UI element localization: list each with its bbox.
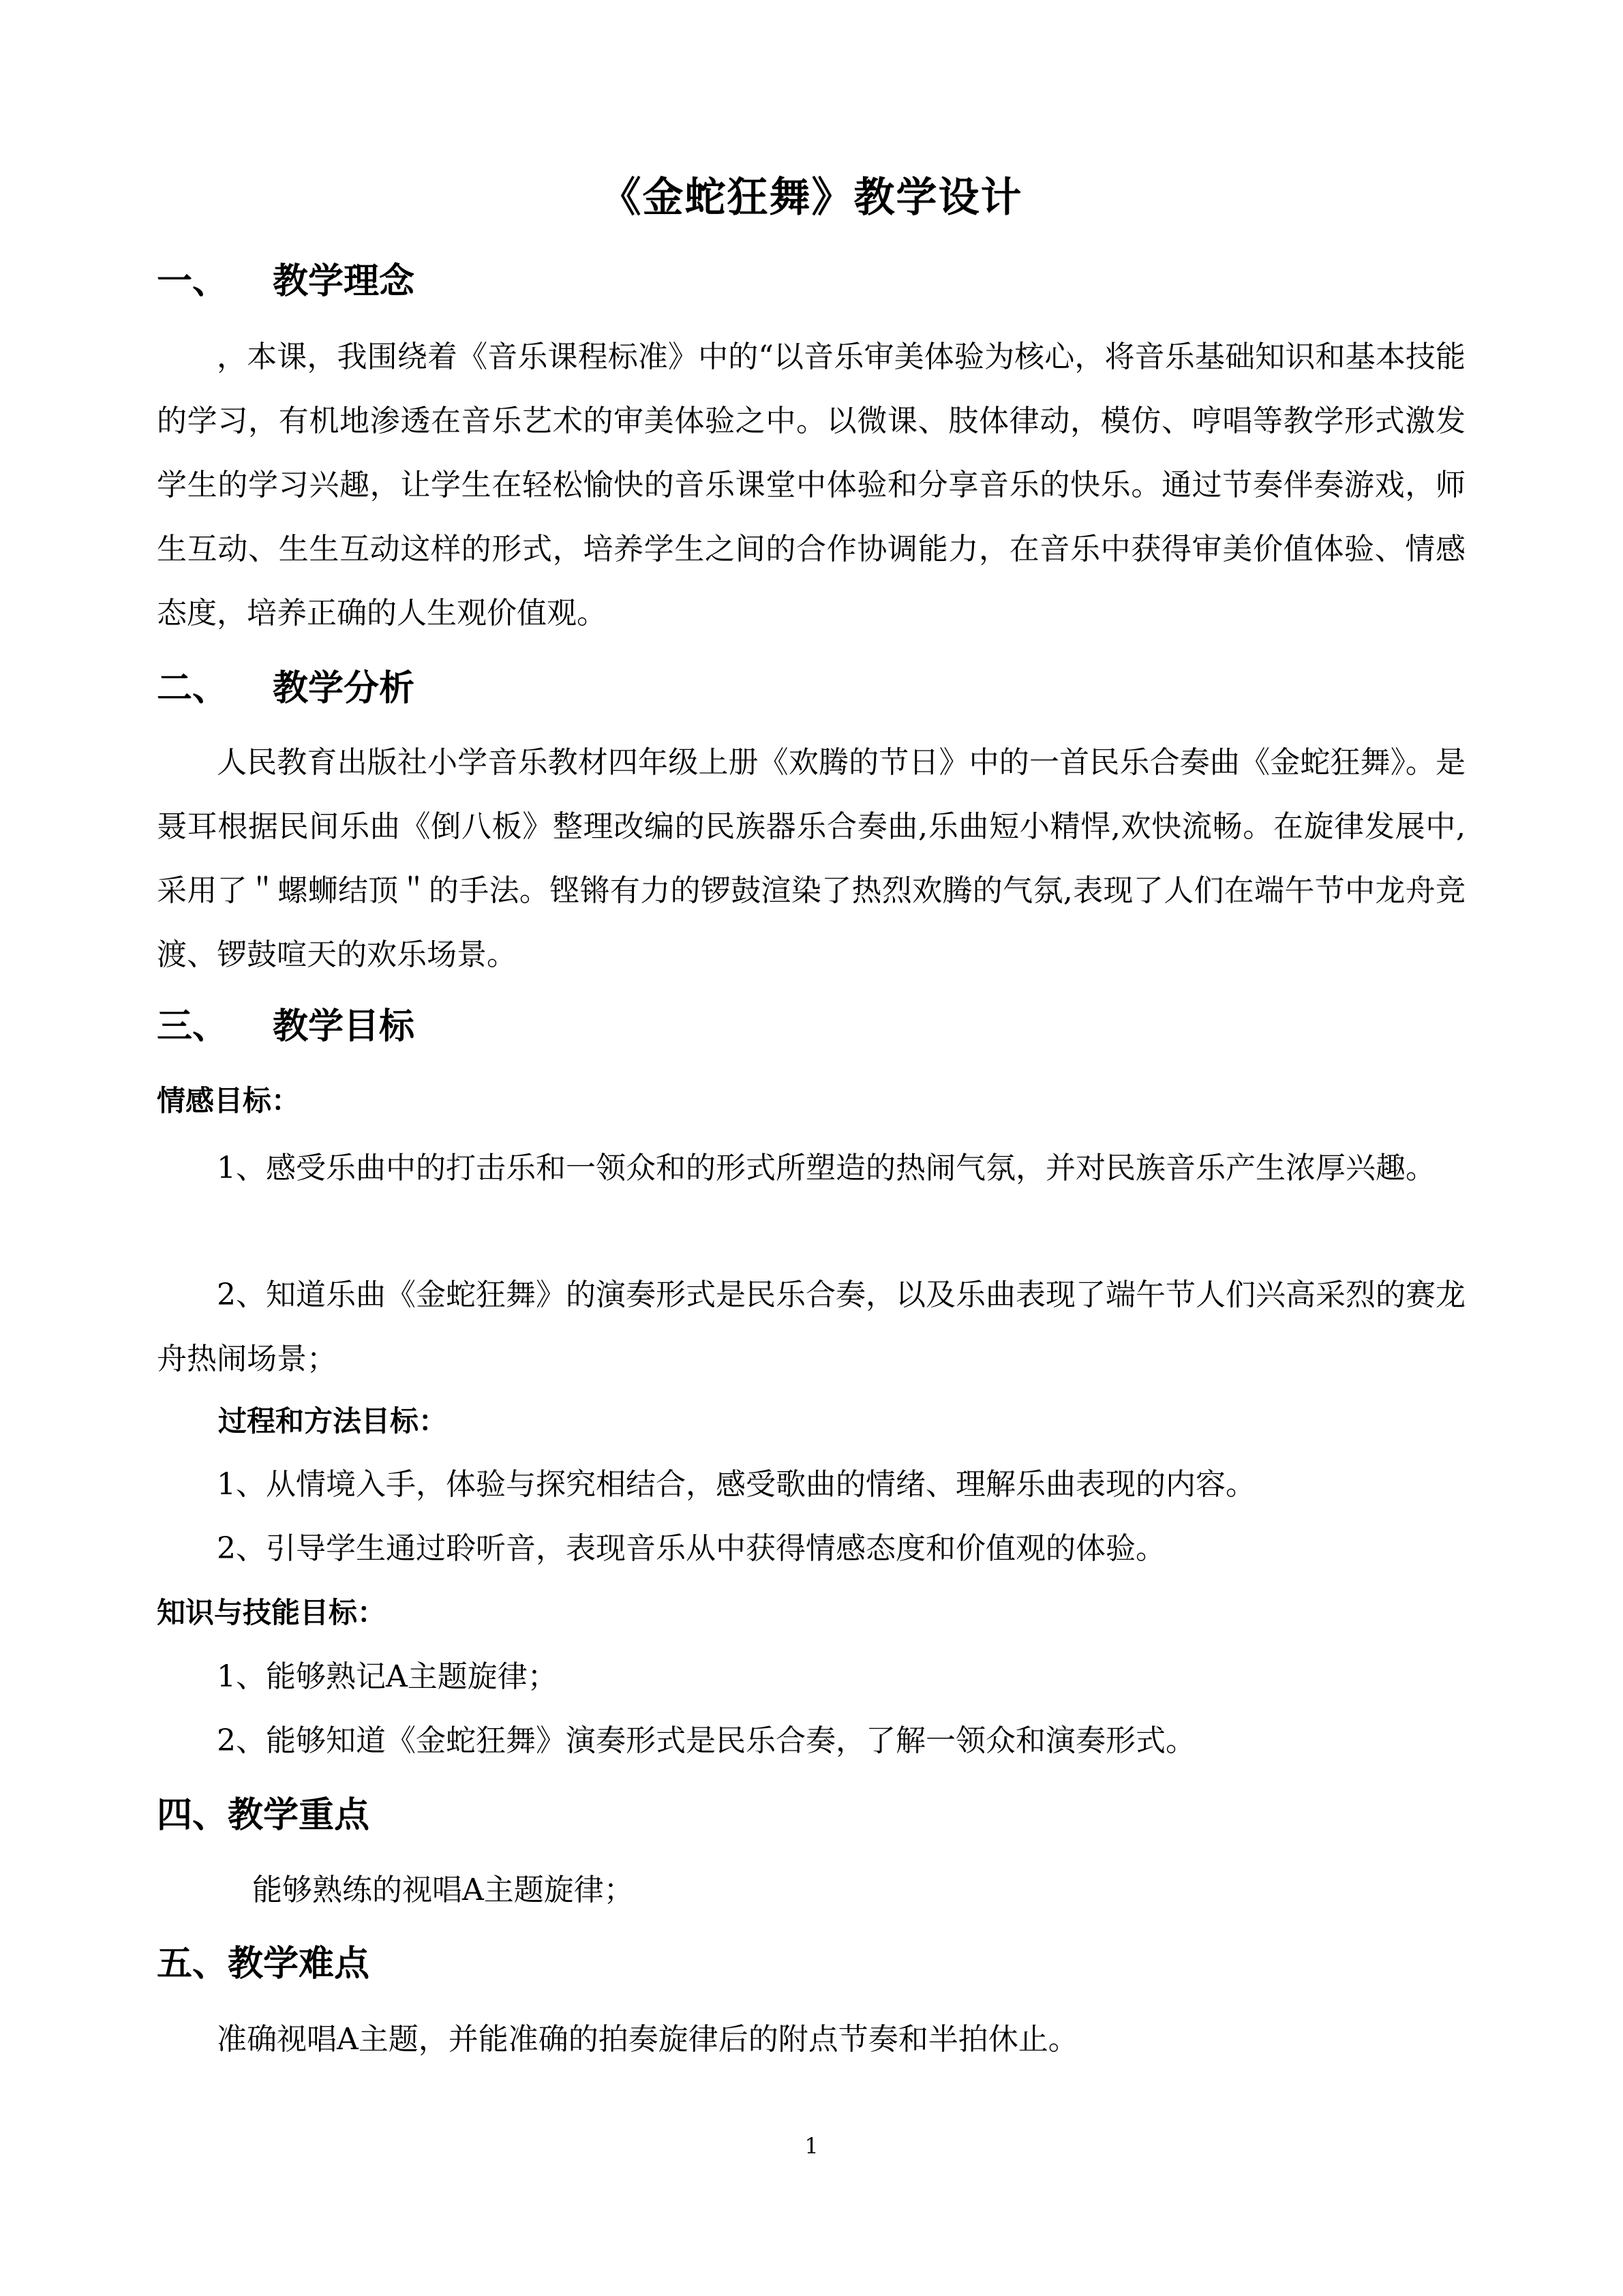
section-number: 二、 [157, 668, 228, 709]
section-title: 教学目标 [273, 1006, 415, 1047]
section-heading-3 [157, 1003, 414, 1051]
section-5-paragraph: 准确视唱A主题，并能准确的拍奏旋律后的附点节奏和半拍休止。 [217, 2022, 1078, 2057]
process-goal-title: 过程和方法目标： [218, 1404, 448, 1438]
section-1-paragraph: ，本课，我围绕着《音乐课程标准》中的“以音乐审美体验为核心，将音乐基础知识和基本技能的学习，有机地渗透在音乐艺术的审美体验之中。以微课、肢体律动，模仿、哼唱等教学形式激发学生的学习兴趣，让学生在轻松愉快的音乐课堂中体验和分享音乐的快乐。通过节奏伴奏游戏，师生互动、生生互动这样的形式，培养学生之间的合作协调能力，在音乐中获得审美价值体验、情感态度，培养正确的人生观价值观。 [157, 339, 1466, 631]
page-title: 《金蛇狂舞》教学设计 [600, 174, 1023, 222]
section-number: 五、 [157, 1944, 228, 1984]
section-number: 一、 [157, 261, 228, 302]
skill-goal-1: 1、能够熟记A主题旋律； [217, 1659, 558, 1694]
section-heading-2 [157, 665, 414, 712]
emotion-goal-2: 2、知道乐曲《金蛇狂舞》的演奏形式是民乐合奏，以及乐曲表现了端午节人们兴高采烈的赛龙舟热闹场景； [157, 1278, 1466, 1376]
emotion-goal-1: 1、感受乐曲中的打击乐和一领众和的形式所塑造的热闹气氛，并对民族音乐产生浓厚兴趣。 [217, 1151, 1436, 1185]
process-goal-1: 1、从情境入手，体验与探究相结合，感受歌曲的情绪、理解乐曲表现的内容。 [217, 1467, 1256, 1502]
section-title: 教学重点 [228, 1795, 370, 1836]
skill-goal-title: 知识与技能目标： [157, 1596, 386, 1629]
process-goal-2: 2、引导学生通过聆听音，表现音乐从中获得情感态度和价值观的体验。 [217, 1531, 1166, 1566]
section-title: 教学分析 [273, 668, 415, 709]
section-2-paragraph: 人民教育出版社小学音乐教材四年级上册《欢腾的节日》中的一首民乐合奏曲《金蛇狂舞》。是聂耳根据民间乐曲《倒八板》整理改编的民族器乐合奏曲,乐曲短小精悍,欢快流畅。在旋律发展中,采用了＂螺蛳结顶＂的手法。铿锵有力的锣鼓渲染了热烈欢腾的气氛,表现了人们在端午节中龙舟竞渡、锣鼓喧天的欢乐场景。 [157, 745, 1466, 972]
section-number: 三、 [157, 1006, 228, 1047]
emotion-goal-title: 情感目标： [157, 1084, 301, 1117]
section-number: 四、 [157, 1795, 228, 1836]
section-title: 教学理念 [273, 261, 415, 302]
section-heading-4 [157, 1792, 369, 1839]
section-title: 教学难点 [228, 1944, 370, 1984]
skill-goal-2: 2、能够知道《金蛇狂舞》演奏形式是民乐合奏，了解一领众和演奏形式。 [217, 1723, 1196, 1758]
page-number: 1 [804, 2133, 819, 2159]
section-4-paragraph: 能够熟练的视唱A主题旋律； [252, 1873, 634, 1907]
section-heading-5 [157, 1940, 369, 1988]
section-heading-1 [157, 258, 414, 305]
